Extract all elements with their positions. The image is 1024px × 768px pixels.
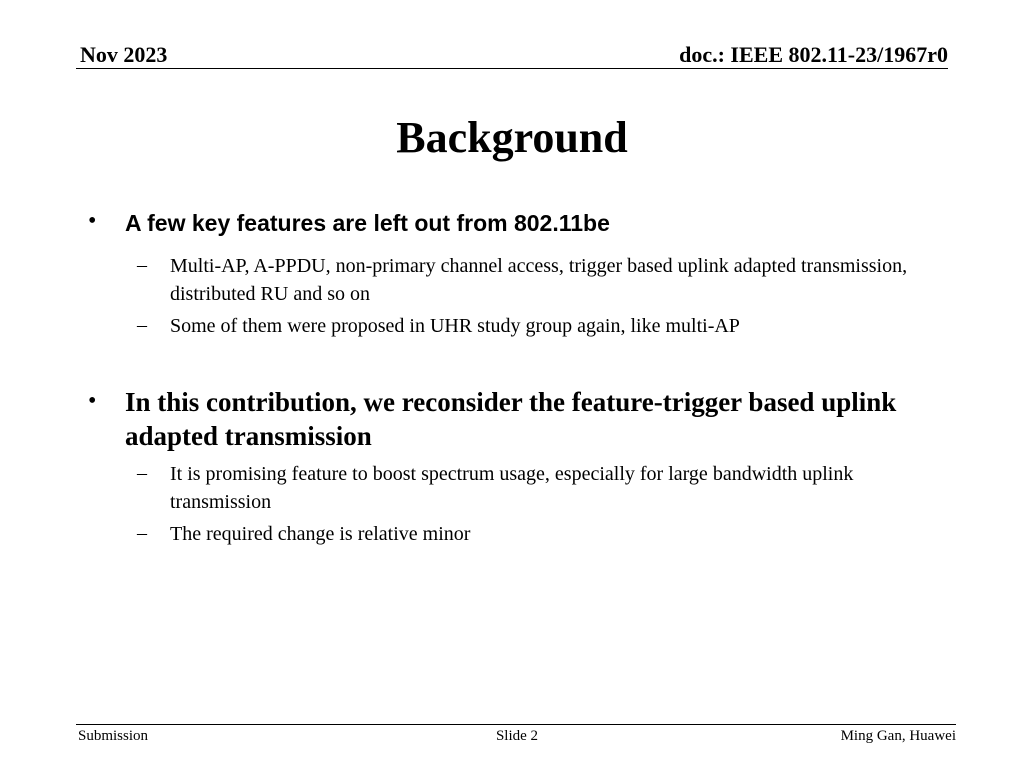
dash-2-2: – (137, 522, 147, 544)
bullet-1-sub-2: Some of them were proposed in UHR study group again, like multi-AP (170, 315, 740, 337)
dash-1-2: – (137, 314, 147, 336)
bullet-2-text: In this contribution, we reconsider the feature-trigger based uplink adapted transmission (125, 387, 897, 451)
dash-2-1: – (137, 462, 147, 484)
footer-submission: Submission (78, 728, 149, 744)
footer-author: Ming Gan, Huawei (840, 728, 956, 744)
bullet-dot-1: • (88, 208, 97, 234)
header-rule (76, 68, 948, 69)
footer-rule (76, 724, 956, 725)
bullet-1-sub-1: Multi-AP, A-PPDU, non-primary channel access, trigger based uplink adapted transmission, distributed RU and so on (170, 255, 908, 305)
dash-1-1: – (137, 254, 147, 276)
bullet-dot-2: • (88, 388, 97, 414)
slide-title: Background (396, 113, 628, 162)
footer-slide-number: Slide 2 (495, 728, 539, 744)
bullet-2-sub-1: It is promising feature to boost spectrum usage, especially for large bandwidth uplink transmission (170, 463, 854, 513)
bullet-2-sub-2: The required change is relative minor (170, 523, 471, 545)
bullet-1-text: A few key features are left out from 802.11be (125, 210, 610, 236)
header-date: Nov 2023 (80, 42, 168, 67)
header-doc-id: doc.: IEEE 802.11-23/1967r0 (679, 42, 948, 67)
